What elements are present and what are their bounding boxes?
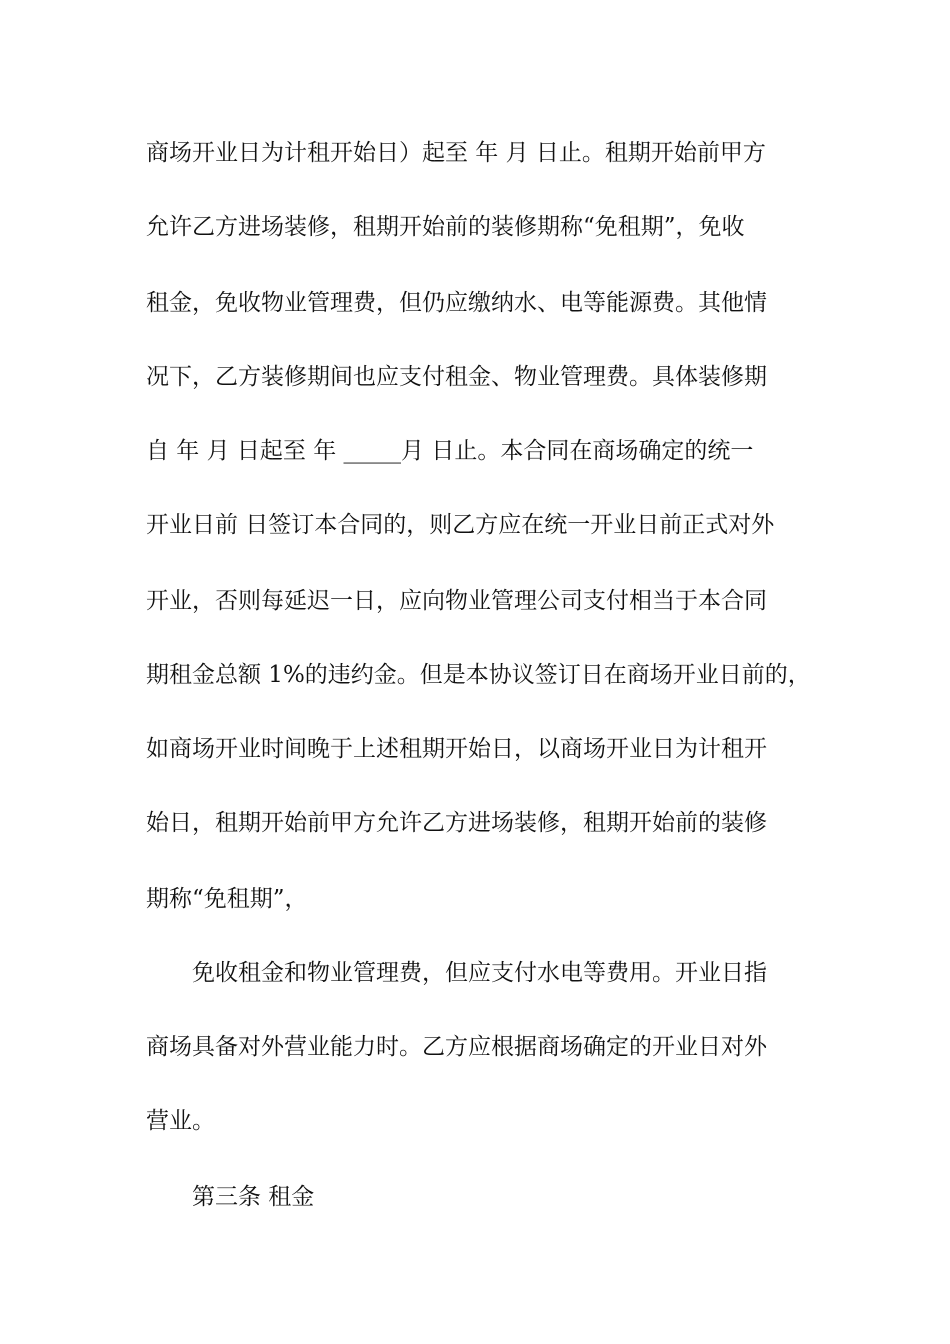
text-line: 允许乙方进场装修，租期开始前的装修期称“免租期”，免收 <box>146 214 745 240</box>
text-line: 开业日前 日签订本合同的，则乙方应在统一开业日前正式对外 <box>146 512 775 538</box>
text-line: 始日，租期开始前甲方允许乙方进场装修，租期开始前的装修 <box>146 810 767 836</box>
text-line: 营业。 <box>146 1108 215 1134</box>
text-line: 如商场开业时间晚于上述租期开始日，以商场开业日为计租开 <box>146 736 767 762</box>
text-line: 商场开业日为计租开始日）起至 年 月 日止。租期开始前甲方 <box>146 140 766 166</box>
text-line: 开业，否则每延迟一日，应向物业管理公司支付相当于本合同 <box>146 588 767 614</box>
text-line: 期租金总额 1%的违约金。但是本协议签订日在商场开业日前的， <box>146 662 811 688</box>
text-line: 期称“免租期”， <box>146 886 308 912</box>
text-line: 况下，乙方装修期间也应支付租金、物业管理费。具体装修期 <box>146 364 767 390</box>
paragraph-first-line: 免收租金和物业管理费，但应支付水电等费用。开业日指 <box>192 960 767 986</box>
text-line: 租金，免收物业管理费，但仍应缴纳水、电等能源费。其他情 <box>146 290 767 316</box>
text-line: 自 年 月 日起至 年 _____月 日止。本合同在商场确定的统一 <box>146 438 754 464</box>
text-line: 商场具备对外营业能力时。乙方应根据商场确定的开业日对外 <box>146 1034 767 1060</box>
section-heading: 第三条 租金 <box>192 1184 315 1210</box>
